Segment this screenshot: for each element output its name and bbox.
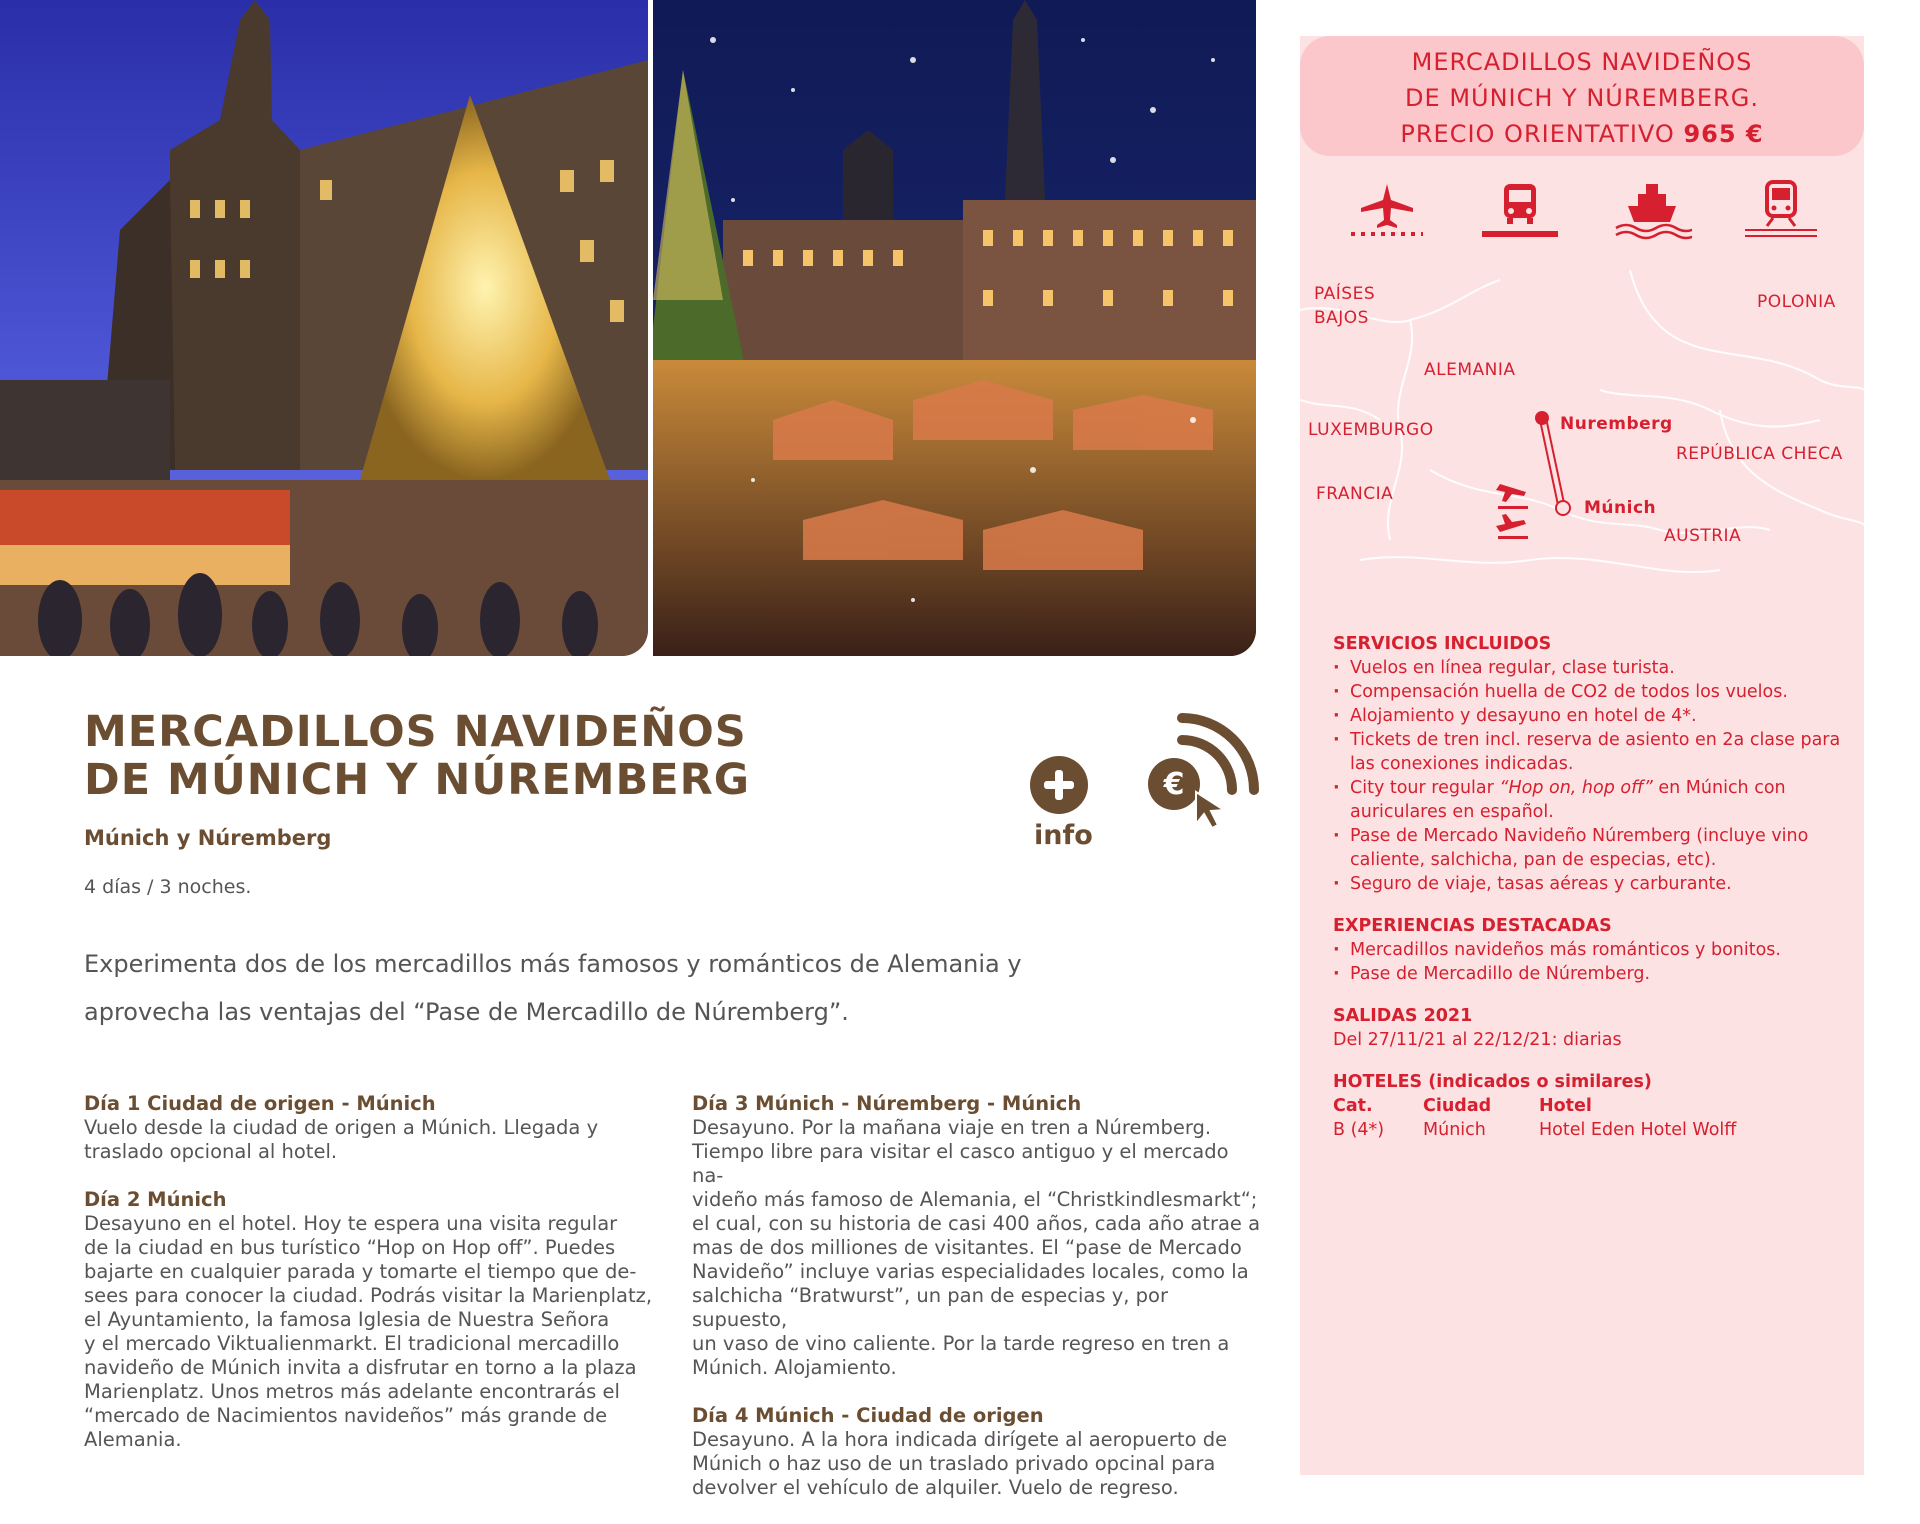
plus-circle-icon[interactable] (1030, 756, 1088, 814)
euro-cursor-icon[interactable] (1142, 700, 1262, 830)
departures-text: Del 27/11/21 al 22/12/21: diarias (1333, 1030, 1622, 1050)
photo-munich-town-hall (0, 0, 648, 656)
price-prefix: PRECIO ORIENTATIVO (1400, 120, 1684, 148)
list-item: · Pase de Mercado Navideño Núremberg (incluye vino caliente, salchicha, pan de especias, etc). (1333, 824, 1853, 872)
experiences-title: EXPERIENCIAS DESTACADAS (1333, 916, 1612, 936)
day-text: Desayuno. Por la mañana viaje en tren a Núremberg. Tiempo libre para visitar el casco antiguo y el mercado na- videño más famoso de Alemania, el “Christkindlesmarkt“; el cual, con su historia de casi 400 años, cada año atrae a mas de dos milliones de visitantes. El “pase de Mercado Navideño” incluye varias especialidades locales, como la salchicha “Bratwurst”, un pan de especias y, por supuesto, un vaso de vino caliente. Por la tarde regreso en tren a Múnich. Alojamiento. (692, 1116, 1261, 1379)
map-label-republica-checa: REPÚBLICA CHECA (1676, 444, 1843, 464)
list-item: · Compensación huella de CO2 de todos los vuelos. (1333, 680, 1853, 704)
bus-icon[interactable] (1480, 180, 1560, 240)
day-title: Día 4 Múnich - Ciudad de origen (692, 1404, 1044, 1427)
cell-hotel: Hotel Eden Hotel Wolff (1539, 1120, 1737, 1140)
panel-header-line-2: DE MÚNICH Y NÚREMBERG. (1405, 84, 1759, 112)
intro-line-1: Experimenta dos de los mercadillos más famosos y románticos de Alemania y (84, 950, 1022, 978)
map-city-munich: Múnich (1584, 498, 1657, 518)
intro-line-2: aprovecha las ventajas del “Pase de Mercadillo de Núremberg”. (84, 998, 849, 1026)
itinerary-column-right (692, 1092, 1262, 1524)
cell-cat: B (4*) (1333, 1120, 1385, 1140)
day-title: Día 3 Múnich - Núremberg - Múnich (692, 1092, 1082, 1115)
map-label-alemania: ALEMANIA (1424, 360, 1516, 380)
list-item: · Pase de Mercadillo de Núremberg. (1333, 962, 1853, 986)
list-item: · Vuelos en línea regular, clase turista. (1333, 656, 1853, 680)
list-item: · Alojamiento y desayuno en hotel de 4*. (1333, 704, 1853, 728)
map-label-polonia: POLONIA (1757, 292, 1836, 312)
day-text: Desayuno. A la hora indicada dirígete al aeropuerto de Múnich o haz uso de un traslado privado opcinal para devolver el vehículo de alquiler. Vuelo de regreso. (692, 1428, 1228, 1499)
table-row (1333, 1118, 1736, 1142)
list-item: · Seguro de viaje, tasas aéreas y carburante. (1333, 872, 1853, 896)
col-header-ciudad: Ciudad (1423, 1096, 1492, 1116)
map-city-nuremberg: Nuremberg (1560, 414, 1673, 434)
price-value: 965 € (1683, 120, 1764, 148)
duration: 4 días / 3 noches. (84, 876, 252, 898)
map-label-luxemburgo: LUXEMBURGO (1308, 420, 1434, 440)
day-4 (692, 1404, 1262, 1500)
map-label-austria: AUSTRIA (1664, 526, 1742, 546)
day-3 (692, 1092, 1262, 1380)
ship-icon[interactable] (1612, 180, 1692, 240)
departures-title: SALIDAS 2021 (1333, 1006, 1473, 1026)
nuremberg-marker (1535, 411, 1549, 425)
table-header-row (1333, 1094, 1736, 1118)
panel-header (1300, 36, 1864, 156)
services-title: SERVICIOS INCLUIDOS (1333, 634, 1552, 654)
hotels-title: HOTELES (indicados o similares) (1333, 1072, 1652, 1092)
experiences-list (1333, 938, 1853, 986)
cell-ciudad: Múnich (1423, 1120, 1486, 1140)
map-label-francia: FRANCIA (1316, 484, 1394, 504)
list-item: · City tour regular “Hop on, hop off” en Múnich con auriculares en español. (1333, 776, 1853, 824)
day-text: Desayuno en el hotel. Hoy te espera una visita regular de la ciudad en bus turístico “Hop on Hop off”. Puedes bajarte en cualquier parada y tomarte el tiempo que de- sees para conocer la ciudad. Podrás visitar la Marienplatz, el Ayuntamiento, la famosa Iglesia de Nuestra Señora y el mercado Viktualienmarkt. El tradicional mercadillo navideño de Múnich invita a disfrutar en torno a la plaza Marienplatz. Unos metros más adelante encontrarás el “mercado de Nacimientos navideños” más grande de Alemania. (84, 1212, 653, 1451)
train-icon[interactable] (1741, 180, 1821, 240)
col-header-hotel: Hotel (1539, 1096, 1592, 1116)
munich-marker (1556, 501, 1570, 515)
svg-text:€: € (1163, 767, 1185, 802)
airplane-icon[interactable] (1347, 180, 1427, 240)
col-header-cat: Cat. (1333, 1096, 1373, 1116)
services-section (1333, 632, 1853, 1142)
map-label-bajos: BAJOS (1314, 308, 1369, 328)
hotels-table (1333, 1094, 1736, 1142)
list-item: · Tickets de tren incl. reserva de asiento en 2a clase para las conexiones indicadas. (1333, 728, 1853, 776)
subtitle: Múnich y Núremberg (84, 826, 332, 850)
day-text: Vuelo desde la ciudad de origen a Múnich. Llegada y traslado opcional al hotel. (84, 1116, 599, 1163)
map-label-paises: PAÍSES (1314, 284, 1376, 304)
services-list (1333, 656, 1853, 896)
page-title (84, 708, 750, 804)
day-1 (84, 1092, 674, 1164)
info-label[interactable]: info (1034, 820, 1093, 851)
day-title: Día 1 Ciudad de origen - Múnich (84, 1092, 436, 1115)
itinerary-column-left (84, 1092, 674, 1476)
title-line-1: MERCADILLOS NAVIDEÑOS (84, 707, 747, 757)
title-line-2: DE MÚNICH Y NÚREMBERG (84, 755, 751, 805)
photo-nuremberg-market (653, 0, 1256, 656)
intro-text (84, 940, 1044, 1036)
day-title: Día 2 Múnich (84, 1188, 227, 1211)
panel-header-line-1: MERCADILLOS NAVIDEÑOS (1411, 48, 1753, 76)
list-item: · Mercadillos navideños más románticos y bonitos. (1333, 938, 1853, 962)
day-2 (84, 1188, 674, 1452)
